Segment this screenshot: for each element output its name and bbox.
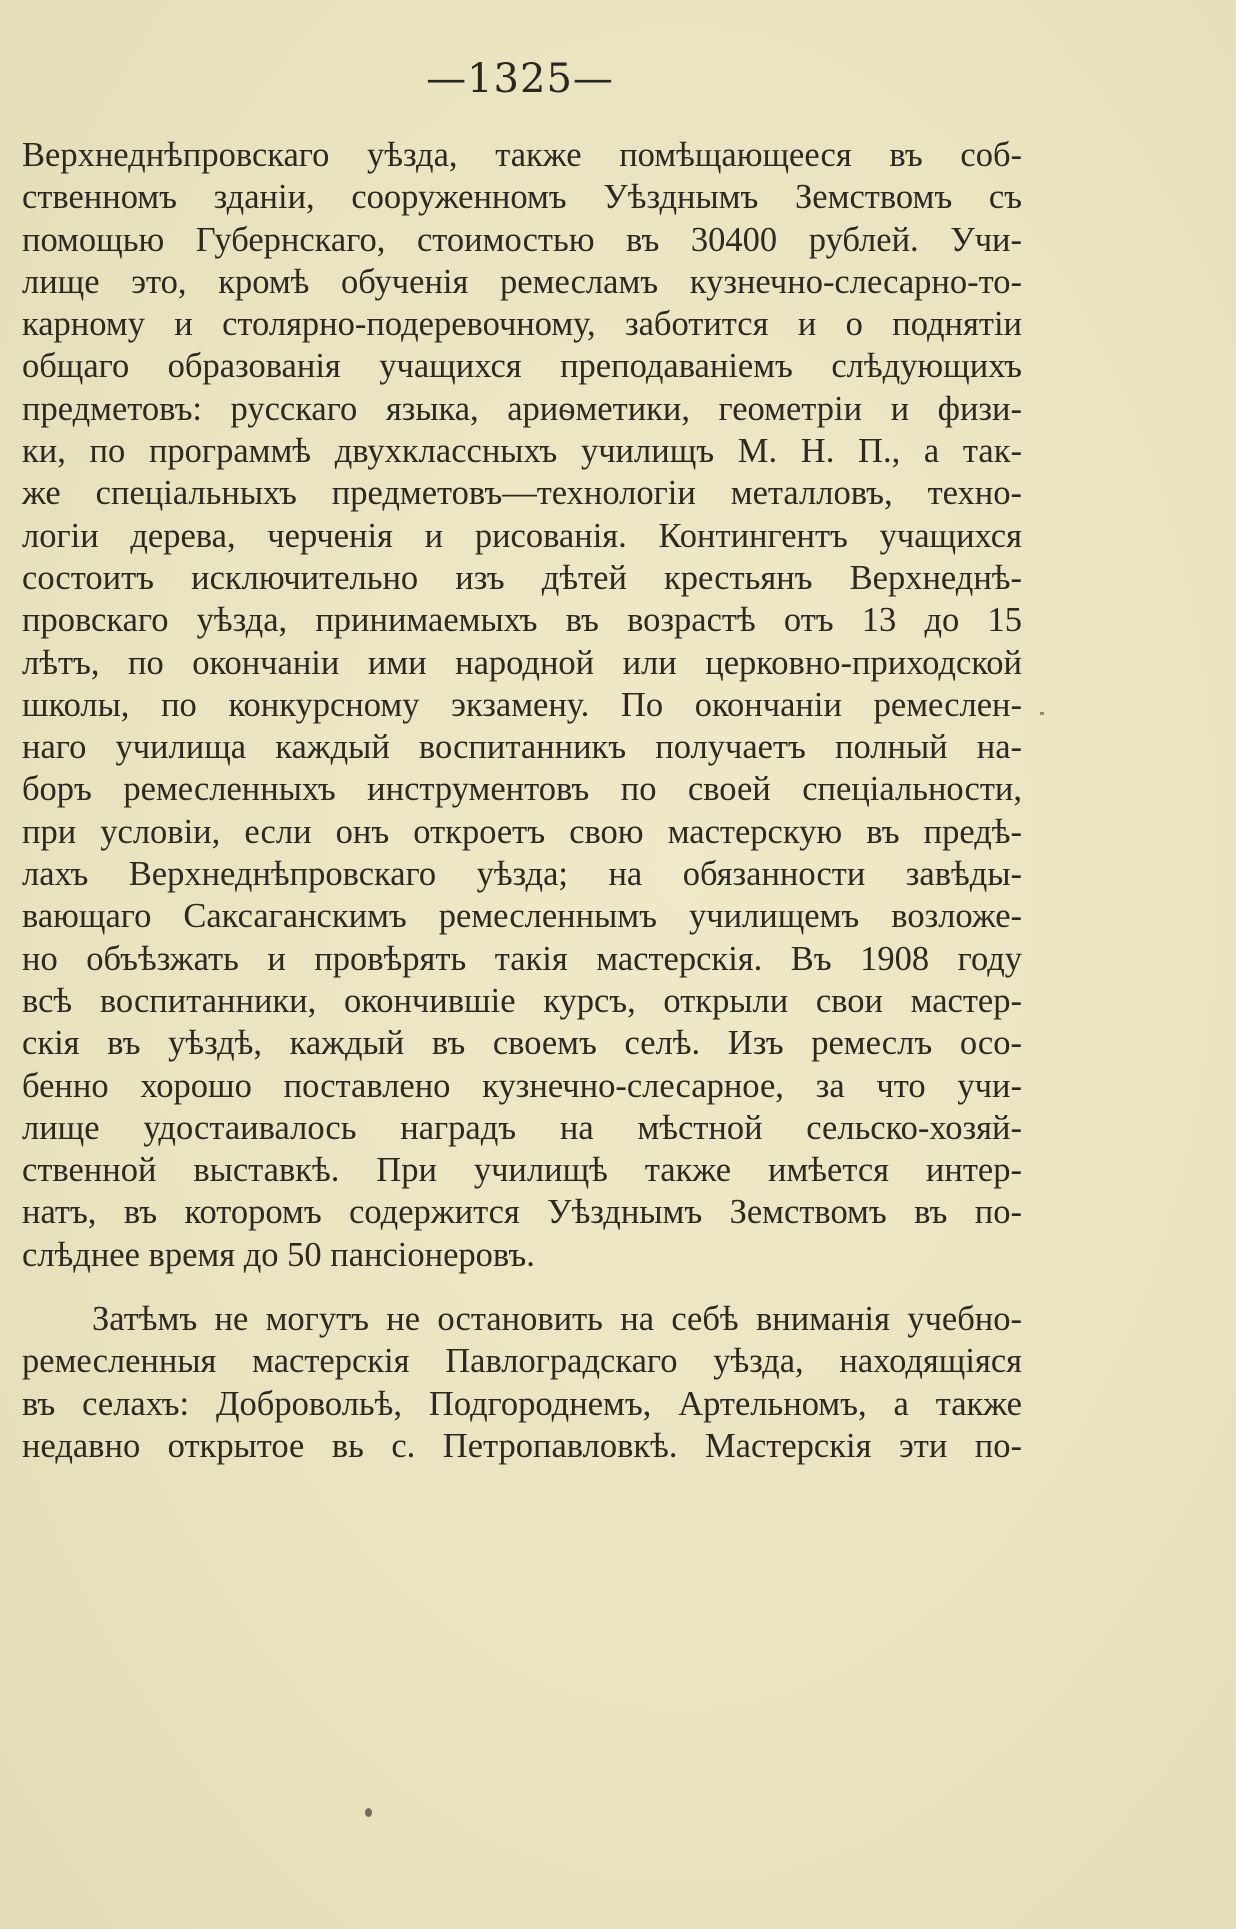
text-line: школы, по конкурсному экзамену. По окончаніи ремеслен- <box>22 685 1022 724</box>
text-line: ки, по программѣ двухклассныхъ училищъ М. Н. П., а так- <box>22 432 1022 471</box>
text-line: бенно хорошо поставлено кузнечно-слесарное, за что учи- <box>22 1066 1022 1105</box>
text-line: общаго образованія учащихся преподаваніемъ слѣдующихъ <box>22 347 1022 386</box>
text-line: предметовъ: русскаго языка, ариѳметики, геометріи и физи- <box>22 389 1022 428</box>
ink-speck <box>1040 712 1044 715</box>
text-line: слѣднее время до 50 пансіонеровъ. <box>22 1235 535 1274</box>
text-line: логіи дерева, черченія и рисованія. Контингентъ учащихся <box>22 516 1022 555</box>
text-line: Верхнеднѣпровскаго уѣзда, также помѣщающееся въ соб- <box>22 136 1022 174</box>
text-line: вающаго Саксаганскимъ ремесленнымъ училищемъ возложе- <box>22 897 1022 936</box>
page-number: —1325— <box>426 56 614 102</box>
text-line: скія въ уѣздѣ, каждый въ своемъ селѣ. Изъ ремеслъ осо- <box>22 1024 1022 1063</box>
text-line: состоитъ исключительно изъ дѣтей крестьянъ Верхнеднѣ- <box>22 558 1022 597</box>
text-line: боръ ремесленныхъ инструментовъ по своей спеціальности, <box>22 770 1022 809</box>
text-line: ственной выставкѣ. При училищѣ также имѣется интер- <box>22 1151 1022 1190</box>
paragraph-1 <box>22 134 1022 1276</box>
text-line: въ селахъ: Добровольѣ, Подгороднемъ, Артельномъ, а также <box>22 1384 1022 1423</box>
text-line: лахъ Верхнеднѣпровскаго уѣзда; на обязанности завѣды- <box>22 855 1022 894</box>
text-line: лище удостаивалось наградъ на мѣстной сельско-хозяй- <box>22 1108 1022 1147</box>
text-line: наго училища каждый воспитанникъ получаетъ полный на- <box>22 728 1022 767</box>
text-line: натъ, въ которомъ содержится Уѣзднымъ Земствомъ въ по- <box>22 1193 1022 1232</box>
paragraph-gap <box>22 1276 1022 1298</box>
text-line: помощью Губернскаго, стоимостью въ 30400 рублей. Учи- <box>22 220 1022 259</box>
text-line: недавно открытое вь с. Петропавловкѣ. Мастерскія эти по- <box>22 1426 1022 1465</box>
text-line: всѣ воспитанники, окончившіе курсъ, открыли свои мастер- <box>22 981 1022 1020</box>
text-line: ственномъ зданіи, сооруженномъ Уѣзднымъ Земствомъ съ <box>22 178 1022 217</box>
body-text <box>22 134 1022 1467</box>
text-line: ремесленныя мастерскія Павлоградскаго уѣзда, находящіяся <box>22 1342 1022 1381</box>
ink-speck <box>365 1808 372 1817</box>
text-line: лище это, кромѣ обученія ремесламъ кузнечно-слесарно-то- <box>22 262 1022 301</box>
paragraph-2 <box>22 1298 1022 1467</box>
text-line: провскаго уѣзда, принимаемыхъ въ возрастѣ отъ 13 до 15 <box>22 601 1022 640</box>
text-line: но объѣзжать и провѣрять такія мастерскія. Въ 1908 году <box>22 939 1022 978</box>
text-line: Затѣмъ не могутъ не остановить на себѣ вниманія учебно- <box>92 1300 1022 1339</box>
text-line: же спеціальныхъ предметовъ—технологіи металловъ, техно- <box>22 474 1022 513</box>
text-line: при условіи, если онъ откроетъ свою мастерскую въ предѣ- <box>22 812 1022 851</box>
text-line: карному и столярно-подеревочному, заботится и о поднятіи <box>22 305 1022 344</box>
text-line: лѣтъ, по окончаніи ими народной или церковно-приходской <box>22 643 1022 682</box>
